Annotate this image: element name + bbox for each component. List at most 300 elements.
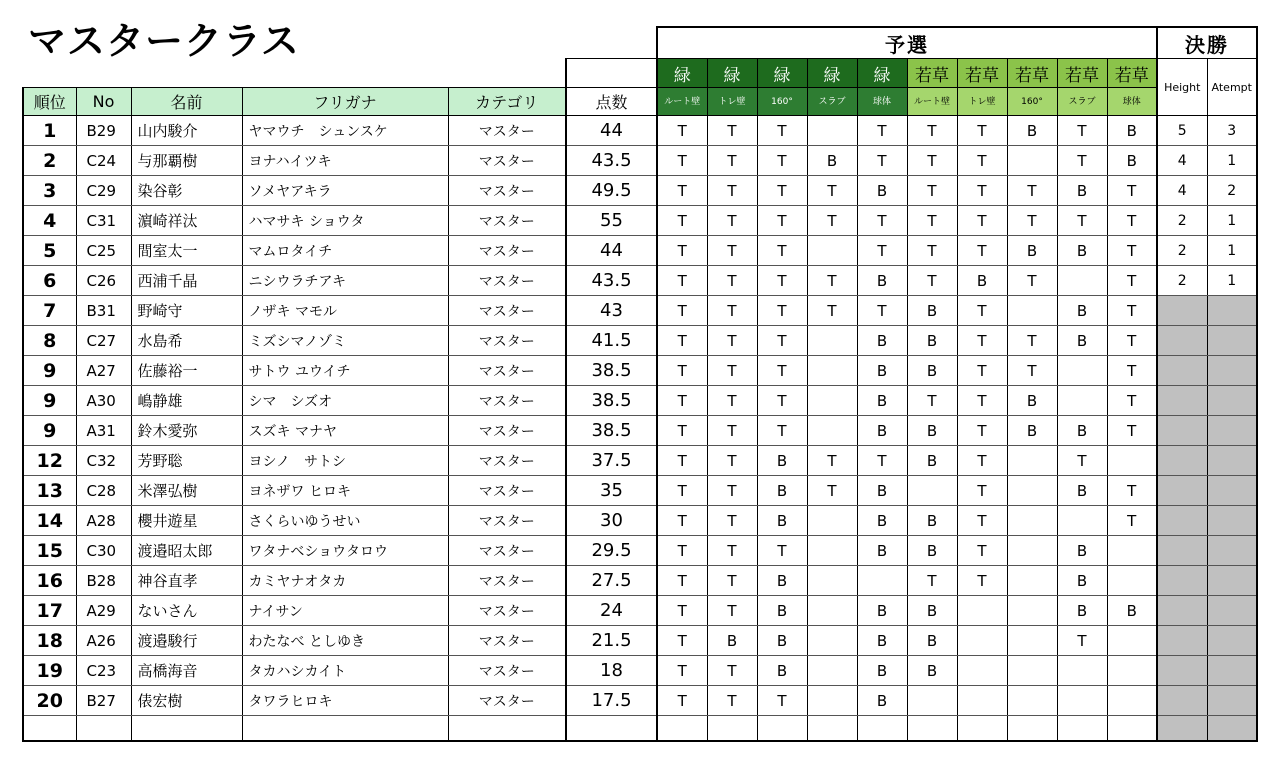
problem-result-cell: T [907, 176, 957, 206]
empty-cell [907, 716, 957, 742]
bib-cell: C24 [76, 146, 131, 176]
furigana-cell: ワタナベショウタロウ [242, 536, 448, 566]
problem-result-cell: T [707, 236, 757, 266]
name-cell: 櫻井遊星 [131, 506, 242, 536]
problem-result-cell [907, 686, 957, 716]
final-height-cell [1157, 596, 1207, 626]
final-attempt-cell [1207, 356, 1257, 386]
problem-result-cell: B [857, 596, 907, 626]
name-cell: 濵崎祥汰 [131, 206, 242, 236]
problem-result-cell: B [757, 506, 807, 536]
col-points: 点数 [566, 88, 657, 116]
problem-result-cell: B [857, 686, 907, 716]
problem-result-cell: T [657, 236, 707, 266]
problem-result-cell: T [1057, 626, 1107, 656]
problem-sub: 球体 [857, 88, 907, 116]
problem-result-cell: T [657, 536, 707, 566]
problem-result-cell: T [657, 686, 707, 716]
empty-cell [657, 716, 707, 742]
final-attempt-cell: 1 [1207, 266, 1257, 296]
points-cell: 37.5 [566, 446, 657, 476]
name-cell: ないさん [131, 596, 242, 626]
bib-cell: A29 [76, 596, 131, 626]
problem-result-cell: B [857, 536, 907, 566]
furigana-cell: ヤマウチ シュンスケ [242, 116, 448, 146]
table-row [23, 296, 1257, 326]
bib-cell: A26 [76, 626, 131, 656]
category-cell: マスター [448, 686, 566, 716]
problem-result-cell: T [757, 116, 807, 146]
problem-result-cell: T [707, 476, 757, 506]
category-cell: マスター [448, 326, 566, 356]
final-height-cell: 4 [1157, 146, 1207, 176]
problem-result-cell: T [957, 116, 1007, 146]
final-attempt-cell [1207, 476, 1257, 506]
problem-sub: スラブ [807, 88, 857, 116]
bib-cell: C31 [76, 206, 131, 236]
points-cell: 38.5 [566, 386, 657, 416]
final-attempt-cell: 1 [1207, 236, 1257, 266]
problem-result-cell: T [1057, 206, 1107, 236]
final-attempt-cell [1207, 536, 1257, 566]
points-cell: 43.5 [566, 146, 657, 176]
problem-result-cell: B [857, 356, 907, 386]
empty-cell [448, 716, 566, 742]
bib-cell: C27 [76, 326, 131, 356]
problem-sub: ルート壁 [657, 88, 707, 116]
problem-result-cell: B [857, 326, 907, 356]
bib-cell: A28 [76, 506, 131, 536]
table-row [23, 266, 1257, 296]
problem-result-cell: T [707, 596, 757, 626]
rank-cell: 7 [23, 296, 76, 326]
problem-result-cell: T [1107, 176, 1157, 206]
problem-result-cell: T [957, 326, 1007, 356]
furigana-cell: スズキ マナヤ [242, 416, 448, 446]
problem-result-cell [807, 326, 857, 356]
problem-result-cell: B [857, 656, 907, 686]
table-row [23, 356, 1257, 386]
final-attempt-cell [1207, 686, 1257, 716]
problem-result-cell [807, 236, 857, 266]
rank-cell: 12 [23, 446, 76, 476]
problem-result-cell: B [907, 656, 957, 686]
problem-wall: 緑 [807, 59, 857, 88]
furigana-cell: わたなべ としゆき [242, 626, 448, 656]
problem-result-cell: T [707, 266, 757, 296]
problem-result-cell: T [707, 686, 757, 716]
rank-cell: 19 [23, 656, 76, 686]
problem-result-cell [807, 416, 857, 446]
final-height-cell: 2 [1157, 266, 1207, 296]
final-height-cell [1157, 566, 1207, 596]
problem-result-cell [1007, 296, 1057, 326]
final-height-cell: 4 [1157, 176, 1207, 206]
furigana-cell: シマ シズオ [242, 386, 448, 416]
empty-cell [566, 716, 657, 742]
problem-result-cell: T [657, 656, 707, 686]
problem-result-cell [1057, 266, 1107, 296]
final-height-cell [1157, 356, 1207, 386]
furigana-cell: ノザキ マモル [242, 296, 448, 326]
name-cell: 佐藤裕一 [131, 356, 242, 386]
problem-result-cell [1007, 446, 1057, 476]
bib-cell: B31 [76, 296, 131, 326]
problem-result-cell: T [1007, 266, 1057, 296]
problem-sub: トレ壁 [957, 88, 1007, 116]
problem-result-cell: B [1007, 116, 1057, 146]
problem-wall: 緑 [857, 59, 907, 88]
problem-result-cell: B [757, 626, 807, 656]
problem-result-cell: T [957, 236, 1007, 266]
problem-result-cell: T [957, 536, 1007, 566]
problem-result-cell: T [807, 206, 857, 236]
problem-result-cell: B [957, 266, 1007, 296]
problem-result-cell: T [707, 386, 757, 416]
name-cell: 米澤弘樹 [131, 476, 242, 506]
problem-result-cell: T [907, 116, 957, 146]
problem-result-cell: T [957, 176, 1007, 206]
problem-result-cell: T [657, 176, 707, 206]
problem-result-cell: T [1107, 266, 1157, 296]
problem-result-cell: T [807, 266, 857, 296]
final-attempt-header: Atempt [1207, 59, 1257, 116]
final-height-cell: 5 [1157, 116, 1207, 146]
final-attempt-cell [1207, 326, 1257, 356]
points-cell: 44 [566, 236, 657, 266]
problem-result-cell [907, 476, 957, 506]
points-cell: 21.5 [566, 626, 657, 656]
final-height-cell: 2 [1157, 236, 1207, 266]
furigana-cell: ミズシマノゾミ [242, 326, 448, 356]
problem-result-cell: T [657, 446, 707, 476]
bib-cell: A30 [76, 386, 131, 416]
points-cell: 43.5 [566, 266, 657, 296]
empty-cell [1157, 716, 1207, 742]
bib-cell: C30 [76, 536, 131, 566]
problem-result-cell [807, 386, 857, 416]
final-attempt-cell: 1 [1207, 206, 1257, 236]
problem-result-cell: T [857, 146, 907, 176]
problem-result-cell: T [957, 566, 1007, 596]
problem-result-cell: B [1057, 296, 1107, 326]
wall-header-row [23, 59, 1257, 88]
problem-result-cell: B [1007, 386, 1057, 416]
col-furigana: フリガナ [242, 88, 448, 116]
problem-result-cell: B [1007, 416, 1057, 446]
problem-result-cell: B [757, 596, 807, 626]
category-cell: マスター [448, 626, 566, 656]
furigana-cell: ソメヤアキラ [242, 176, 448, 206]
problem-wall: 緑 [757, 59, 807, 88]
name-cell: 間室太一 [131, 236, 242, 266]
table-row [23, 506, 1257, 536]
problem-result-cell: T [757, 416, 807, 446]
problem-result-cell [1107, 566, 1157, 596]
category-cell: マスター [448, 146, 566, 176]
empty-row [23, 716, 1257, 742]
problem-result-cell: B [807, 146, 857, 176]
problem-result-cell [1007, 476, 1057, 506]
problem-result-cell: B [907, 446, 957, 476]
problem-result-cell: B [1107, 596, 1157, 626]
problem-result-cell: T [957, 416, 1007, 446]
problem-result-cell [1057, 686, 1107, 716]
final-height-cell [1157, 656, 1207, 686]
problem-result-cell: B [757, 446, 807, 476]
problem-result-cell [957, 686, 1007, 716]
problem-result-cell: B [907, 326, 957, 356]
points-cell: 35 [566, 476, 657, 506]
problem-result-cell: B [907, 536, 957, 566]
table-row [23, 116, 1257, 146]
rank-cell: 8 [23, 326, 76, 356]
name-cell: 水島希 [131, 326, 242, 356]
problem-result-cell [807, 116, 857, 146]
furigana-cell: さくらいゆうせい [242, 506, 448, 536]
problem-result-cell: T [1107, 326, 1157, 356]
problem-result-cell [807, 506, 857, 536]
category-cell: マスター [448, 356, 566, 386]
problem-result-cell: T [1107, 386, 1157, 416]
category-cell: マスター [448, 296, 566, 326]
rank-cell: 14 [23, 506, 76, 536]
results-table [22, 26, 1258, 742]
final-height-header: Height [1157, 59, 1207, 116]
name-cell: 芳野聡 [131, 446, 242, 476]
category-cell: マスター [448, 176, 566, 206]
rank-cell: 4 [23, 206, 76, 236]
problem-result-cell [807, 656, 857, 686]
problem-result-cell: T [707, 656, 757, 686]
problem-result-cell: T [657, 356, 707, 386]
table-row [23, 536, 1257, 566]
table-row [23, 236, 1257, 266]
problem-result-cell: T [1107, 206, 1157, 236]
problem-result-cell: B [707, 626, 757, 656]
qualifying-header: 予選 [657, 27, 1157, 59]
rank-cell: 1 [23, 116, 76, 146]
table-row [23, 686, 1257, 716]
rank-cell: 20 [23, 686, 76, 716]
problem-result-cell: T [807, 446, 857, 476]
problem-result-cell [857, 566, 907, 596]
furigana-cell: ヨネザワ ヒロキ [242, 476, 448, 506]
problem-result-cell: B [907, 506, 957, 536]
furigana-cell: ヨナハイツキ [242, 146, 448, 176]
empty-cell [707, 716, 757, 742]
problem-result-cell [807, 626, 857, 656]
problem-sub: 球体 [1107, 88, 1157, 116]
problem-result-cell: B [1057, 596, 1107, 626]
problem-result-cell: T [907, 206, 957, 236]
furigana-cell: カミヤナオタカ [242, 566, 448, 596]
problem-result-cell: T [857, 236, 907, 266]
problem-result-cell: T [957, 206, 1007, 236]
problem-result-cell: T [957, 356, 1007, 386]
final-height-cell [1157, 626, 1207, 656]
problem-result-cell [957, 626, 1007, 656]
final-height-cell: 2 [1157, 206, 1207, 236]
empty-cell [1007, 716, 1057, 742]
table-row [23, 626, 1257, 656]
col-rank: 順位 [23, 88, 76, 116]
problem-result-cell: T [657, 506, 707, 536]
problem-result-cell: T [857, 206, 907, 236]
problem-result-cell: T [707, 566, 757, 596]
rank-cell: 3 [23, 176, 76, 206]
final-height-cell [1157, 326, 1207, 356]
problem-result-cell: T [707, 326, 757, 356]
table-row [23, 476, 1257, 506]
empty-cell [1057, 716, 1107, 742]
problem-result-cell: T [657, 596, 707, 626]
bib-cell: A27 [76, 356, 131, 386]
problem-result-cell: T [707, 296, 757, 326]
furigana-cell: タカハシカイト [242, 656, 448, 686]
problem-result-cell: B [857, 626, 907, 656]
name-cell: 山内駿介 [131, 116, 242, 146]
rank-cell: 18 [23, 626, 76, 656]
problem-result-cell [1107, 686, 1157, 716]
empty-cell [807, 716, 857, 742]
problem-wall: 緑 [657, 59, 707, 88]
final-attempt-cell [1207, 626, 1257, 656]
furigana-cell: ハマサキ ショウタ [242, 206, 448, 236]
problem-result-cell: T [857, 446, 907, 476]
problem-result-cell: T [657, 386, 707, 416]
problem-result-cell: T [807, 476, 857, 506]
problem-result-cell: T [657, 146, 707, 176]
problem-result-cell: B [1107, 116, 1157, 146]
final-attempt-cell [1207, 416, 1257, 446]
problem-result-cell: B [1057, 326, 1107, 356]
empty-cell [957, 716, 1007, 742]
category-cell: マスター [448, 266, 566, 296]
final-attempt-cell: 3 [1207, 116, 1257, 146]
problem-result-cell: T [657, 476, 707, 506]
rank-cell: 6 [23, 266, 76, 296]
bib-cell: C32 [76, 446, 131, 476]
problem-result-cell: T [757, 386, 807, 416]
points-cell: 41.5 [566, 326, 657, 356]
problem-result-cell: T [757, 296, 807, 326]
problem-result-cell [957, 656, 1007, 686]
table-row [23, 656, 1257, 686]
rank-cell: 5 [23, 236, 76, 266]
problem-result-cell: B [1057, 416, 1107, 446]
table-row [23, 416, 1257, 446]
problem-result-cell [1107, 536, 1157, 566]
points-cell: 38.5 [566, 356, 657, 386]
problem-result-cell [957, 596, 1007, 626]
problem-wall: 若草 [957, 59, 1007, 88]
table-row [23, 176, 1257, 206]
bib-cell: B27 [76, 686, 131, 716]
points-cell: 17.5 [566, 686, 657, 716]
name-cell: 渡邉昭太郎 [131, 536, 242, 566]
problem-wall: 若草 [907, 59, 957, 88]
name-cell: 渡邉駿行 [131, 626, 242, 656]
problem-result-cell [807, 686, 857, 716]
problem-wall: 若草 [1057, 59, 1107, 88]
empty-cell [857, 716, 907, 742]
problem-result-cell [1007, 536, 1057, 566]
problem-result-cell [1057, 356, 1107, 386]
col-name: 名前 [131, 88, 242, 116]
table-row [23, 446, 1257, 476]
final-attempt-cell [1207, 506, 1257, 536]
name-cell: 鈴木愛弥 [131, 416, 242, 446]
problem-result-cell: T [957, 146, 1007, 176]
problem-sub: スラブ [1057, 88, 1107, 116]
problem-result-cell: T [707, 506, 757, 536]
final-attempt-cell [1207, 296, 1257, 326]
problem-result-cell: B [1057, 476, 1107, 506]
problem-result-cell [1007, 656, 1057, 686]
col-category: カテゴリ [448, 88, 566, 116]
points-cell: 27.5 [566, 566, 657, 596]
category-cell: マスター [448, 476, 566, 506]
problem-sub: 160° [1007, 88, 1057, 116]
problem-result-cell: T [857, 296, 907, 326]
final-height-cell [1157, 416, 1207, 446]
bib-cell: A31 [76, 416, 131, 446]
problem-result-cell: T [1107, 236, 1157, 266]
table-row [23, 146, 1257, 176]
points-cell: 29.5 [566, 536, 657, 566]
problem-result-cell [1107, 656, 1157, 686]
problem-result-cell: T [907, 386, 957, 416]
empty-cell [23, 716, 76, 742]
problem-result-cell: B [907, 626, 957, 656]
problem-result-cell: T [807, 176, 857, 206]
furigana-cell: ニシウラチアキ [242, 266, 448, 296]
furigana-cell: ナイサン [242, 596, 448, 626]
problem-result-cell: T [957, 476, 1007, 506]
problem-result-cell: B [857, 476, 907, 506]
problem-result-cell: B [757, 566, 807, 596]
rank-cell: 17 [23, 596, 76, 626]
problem-result-cell: B [1057, 536, 1107, 566]
problem-result-cell: T [957, 386, 1007, 416]
final-attempt-cell [1207, 596, 1257, 626]
empty-cell [76, 716, 131, 742]
problem-result-cell [1007, 146, 1057, 176]
problem-result-cell: B [1057, 176, 1107, 206]
problem-result-cell: T [857, 116, 907, 146]
problem-result-cell: T [757, 176, 807, 206]
name-cell: 嶋静雄 [131, 386, 242, 416]
problem-result-cell: T [657, 326, 707, 356]
problem-result-cell: T [707, 356, 757, 386]
category-cell: マスター [448, 506, 566, 536]
problem-result-cell: T [657, 416, 707, 446]
category-cell: マスター [448, 416, 566, 446]
empty-cell [1207, 716, 1257, 742]
points-cell: 18 [566, 656, 657, 686]
problem-result-cell: T [1107, 356, 1157, 386]
points-cell: 44 [566, 116, 657, 146]
final-attempt-cell [1207, 656, 1257, 686]
problem-result-cell: T [707, 536, 757, 566]
rank-cell: 9 [23, 386, 76, 416]
final-attempt-cell: 1 [1207, 146, 1257, 176]
problem-result-cell [1057, 506, 1107, 536]
problem-result-cell: T [657, 566, 707, 596]
problem-result-cell: B [907, 416, 957, 446]
problem-result-cell: T [1107, 416, 1157, 446]
